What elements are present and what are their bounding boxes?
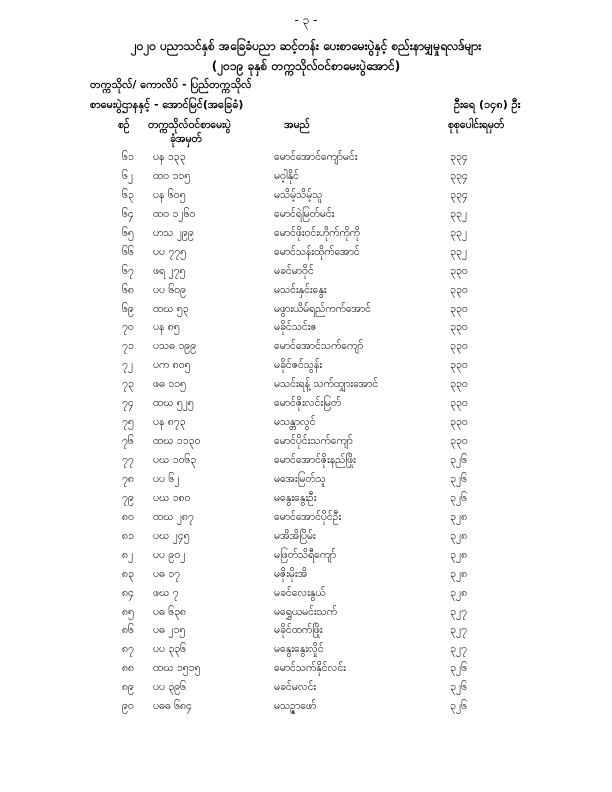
roll-number: ပသဓ ၁၉၉ [153, 340, 197, 353]
student-name: မအိအိပြိမ်း [274, 529, 316, 542]
row-number: ၇၄ [122, 397, 134, 410]
row-number: ၇၇ [122, 454, 134, 466]
table-row [0, 568, 612, 587]
table-row [0, 151, 612, 170]
student-name: မောင်ပိုင်းသက်ကျော် [274, 435, 353, 448]
row-number: ၆၁ [122, 151, 134, 163]
total-marks: ၃၂၈ [450, 567, 468, 580]
table-row [0, 170, 612, 189]
total-marks: ၃၂၆ [450, 472, 467, 485]
roll-number: ပဃ ၁၀၆၃ [153, 454, 197, 466]
student-name: မောင်အောင်ကျော်မင်း [274, 151, 358, 163]
table-row [0, 454, 612, 473]
student-name: မောင်အောင်ပိုင်ဦး [274, 510, 342, 523]
table-row [0, 624, 612, 643]
exam-center-label: စာမေးပွဲဌာနနှင့် - အောင်မြင်(အခြေခံ) [90, 98, 244, 111]
row-number: ၆၂ [122, 169, 134, 182]
row-number: ၈၂ [122, 548, 134, 561]
table-row [0, 606, 612, 625]
total-marks: ၃၂၈ [450, 586, 468, 599]
table-row [0, 530, 612, 549]
row-number: ၈၈ [122, 662, 134, 675]
table-row [0, 511, 612, 530]
roll-number: ပပ ၆၂ [153, 472, 180, 485]
total-marks: ၃၂၇ [450, 605, 467, 618]
total-marks: ၃၃၄ [450, 188, 468, 201]
total-marks: ၃၂၇ [450, 624, 467, 637]
roll-number: ထဃ ၅၃ [153, 302, 189, 315]
roll-number: ပန ၈၅ [153, 321, 180, 334]
total-marks: ၃၃၂ [450, 226, 467, 239]
roll-number: ဖဓ ၁၁၅ [153, 378, 186, 391]
row-number: ၈၉ [122, 681, 134, 694]
table-row [0, 473, 612, 492]
roll-number: ပဓ ၂၁၅ [153, 624, 186, 637]
roll-number: ဖဃ ၇ [153, 586, 179, 599]
row-number: ၆၉ [122, 302, 134, 315]
roll-number: ထဃ ၁၁၃၀ [153, 435, 201, 448]
table-row [0, 246, 612, 265]
table-row [0, 303, 612, 322]
total-marks: ၃၂၆ [450, 454, 467, 466]
total-marks: ၃၃၀ [450, 397, 468, 410]
roll-number: ထဃ ၁၅၁၅ [153, 662, 201, 675]
row-number: ၇၆ [122, 435, 134, 448]
row-number: ၈၅ [122, 605, 134, 618]
student-name: မခိုင်ထက်ဖြိုး [274, 624, 323, 637]
row-number: ၈၇ [122, 643, 134, 656]
total-marks: ၃၂၆ [450, 662, 467, 675]
roll-number: ပပ ၇၇၅ [153, 245, 187, 258]
student-name: မသင်းရန့် သက်ထျှားအောင် [274, 378, 379, 391]
total-marks: ၃၃၀ [450, 340, 468, 353]
roll-number: ထဃ ၂၈၇ [153, 510, 194, 523]
total-marks: ၃၂၈ [450, 548, 468, 561]
roll-number: ထဝ ၁၂၆၀ [153, 207, 196, 220]
roll-number: ပပ ၆၀၉ [153, 283, 187, 296]
row-number: ၈၃ [122, 567, 134, 580]
roll-number: ထဃ ၅၂၅ [153, 397, 194, 410]
table-row [0, 700, 612, 719]
row-number: ၆၆ [122, 245, 134, 258]
student-name: မဇိုးမိုးအိ [274, 567, 308, 580]
row-number: ၆၈ [122, 283, 134, 296]
table-row [0, 359, 612, 378]
total-marks: ၃၃၂ [450, 207, 467, 220]
total-marks: ၃၃၀ [450, 378, 468, 391]
table-row [0, 378, 612, 397]
row-number: ၇၈ [122, 472, 134, 485]
column-header-roll-line2: ခုံအမှတ် [170, 133, 202, 145]
student-name: မောင်ရဲမြတ်မင်း [274, 207, 335, 220]
total-marks: ၃၃၀ [450, 321, 468, 334]
results-list [0, 151, 612, 719]
student-name: မောင်အောင်သက်ကျော် [274, 340, 364, 353]
roll-number: ဖရ ၂၇၅ [153, 264, 186, 277]
table-row [0, 208, 612, 227]
row-number: ၈၁ [122, 529, 134, 542]
total-marks: ၃၃၀ [450, 359, 468, 372]
student-name: မသင်းနှင်းနွေး [274, 283, 327, 296]
student-name: မအေးမြတ်သူ [274, 472, 326, 485]
row-number: ၈၆ [122, 624, 134, 637]
table-row [0, 321, 612, 340]
column-header-name: အမည် [284, 119, 310, 131]
total-marks: ၃၂၇ [450, 643, 467, 656]
total-count: ဦးရေ (၁၄၈) ဦး [454, 98, 521, 111]
table-row [0, 435, 612, 454]
roll-number: ပန ၁၃၃ [153, 151, 186, 163]
table-row [0, 662, 612, 681]
student-name: မရွှေယမင်းသက် [274, 605, 338, 618]
student-name: မဖြတ်သိရီကျော် [274, 548, 337, 561]
table-row [0, 397, 612, 416]
student-name: မသန္တာလွင် [274, 416, 316, 429]
student-name: မသဉ္ဇာဖော် [274, 700, 317, 713]
row-number: ၉၀ [122, 700, 134, 713]
row-number: ၆၇ [122, 264, 134, 277]
total-marks: ၃၃၀ [450, 435, 468, 448]
row-number: ၇၂ [122, 359, 134, 372]
page-number: - ၃ - [294, 13, 318, 27]
total-marks: ၃၂၈ [450, 529, 468, 542]
row-number: ၈၀ [122, 510, 134, 523]
column-header-no: စဉ် [118, 119, 130, 131]
roll-number: ဟသ ၂၉၉ [153, 226, 194, 239]
total-marks: ၃၃၄ [450, 151, 468, 163]
row-number: ၇၀ [122, 321, 134, 334]
row-number: ၆၃ [122, 188, 134, 201]
student-name: မဝ့ါနိုင် [274, 169, 299, 182]
student-name: မခိုင်သင်းဇ [274, 321, 317, 334]
total-marks: ၃၃၀ [450, 302, 468, 315]
total-marks: ၃၃၀ [450, 283, 468, 296]
row-number: ၈၄ [122, 586, 134, 599]
student-name: မခိုင်ဇင်သွန်း [274, 359, 323, 372]
row-number: ၇၃ [122, 378, 134, 391]
column-header-roll-line1: တက္ကသိုလ်ဝင်စာမေးပွဲ [148, 119, 231, 131]
roll-number: ပဃ ၂၄၅ [153, 529, 190, 542]
roll-number: ပန ၈၇၃ [153, 416, 186, 429]
roll-number: ပဓ ၁၇ [153, 567, 181, 580]
total-marks: ၃၂၆ [450, 681, 467, 694]
document-subtitle: (၂၀၁၉ ခုနှစ် တက္ကသိုလ်ဝင်စာမေးပွဲအောင်) [211, 59, 401, 73]
roll-number: ပပ ၉၀၂ [153, 548, 186, 561]
table-row [0, 189, 612, 208]
row-number: ၇၁ [122, 340, 134, 353]
total-marks: ၃၂၆ [450, 491, 467, 504]
total-marks: ၃၃၂ [450, 245, 467, 258]
roll-number: ပပ ၃၃၆ [153, 643, 187, 656]
student-name: မခင်မလင်း [274, 681, 317, 694]
student-name: မခင်မာဝိုင် [274, 264, 314, 277]
table-row [0, 284, 612, 303]
table-row [0, 227, 612, 246]
university-label: တက္ကသိုလ်/ ကောလိပ် - ပြည်တက္ကသိုလ် [90, 78, 252, 91]
student-name: မောင်သက်နိုင်လင်း [274, 662, 346, 675]
row-number: ၇၉ [122, 491, 134, 504]
total-marks: ၃၃၄ [450, 169, 468, 182]
table-row [0, 587, 612, 606]
roll-number: ပဃ ၁၈၀ [153, 491, 191, 504]
student-name: မဖွားယိမ်ရည်ကက်အောင် [274, 302, 371, 315]
table-row [0, 643, 612, 662]
student-name: မခင်လေးနွယ် [274, 586, 326, 599]
roll-number: ပန ၆၀၅ [153, 188, 186, 201]
student-name: မသိမ့်သိမ့်သူ [274, 188, 323, 201]
total-marks: ၃၃၀ [450, 264, 468, 277]
total-marks: ၃၃၀ [450, 416, 468, 429]
roll-number: ပဓ ၆၃၈ [153, 605, 187, 618]
column-header-roll [148, 118, 231, 146]
student-name: မောင်ဇိုးလင်းမြတ် [274, 397, 342, 410]
roll-number: ထဝ ၁၁၅ [153, 169, 191, 182]
student-name: မနွေးနွေးလှိုင် [274, 643, 324, 656]
row-number: ၆၅ [122, 226, 134, 239]
row-number: ၆၄ [122, 207, 134, 220]
roll-number: ပဓဓ ၆၈၄ [153, 700, 192, 713]
table-row [0, 340, 612, 359]
table-row [0, 549, 612, 568]
roll-number: ပက ၈၀၅ [153, 359, 191, 372]
student-name: မောင်ဖိုးဝင်းဟိုက်ကိုကို [274, 226, 360, 239]
roll-number: ပပ ၃၉၆ [153, 681, 187, 694]
student-name: မောင်အောင်ဇိုးနည်ဖြိုး [274, 454, 356, 466]
table-row [0, 416, 612, 435]
table-row [0, 492, 612, 511]
column-header-marks: စုစုပေါင်းရမှတ် [448, 119, 505, 131]
document-title: ၂၀၂၀ ပညာသင်နှစ် အခြေခံပညာ ဆင့်တန်း ပေးစာမေးပွဲနှင့် စည်းနာမျှမှုရလဒ်များ [130, 39, 482, 53]
student-name: မနွေးနွေးဦး [274, 491, 317, 504]
row-number: ၇၅ [122, 416, 134, 429]
total-marks: ၃၂၆ [450, 700, 467, 713]
table-row [0, 265, 612, 284]
table-row [0, 681, 612, 700]
total-marks: ၃၂၈ [450, 510, 468, 523]
student-name: မောင်သန်းထိုက်အောင် [274, 245, 360, 258]
